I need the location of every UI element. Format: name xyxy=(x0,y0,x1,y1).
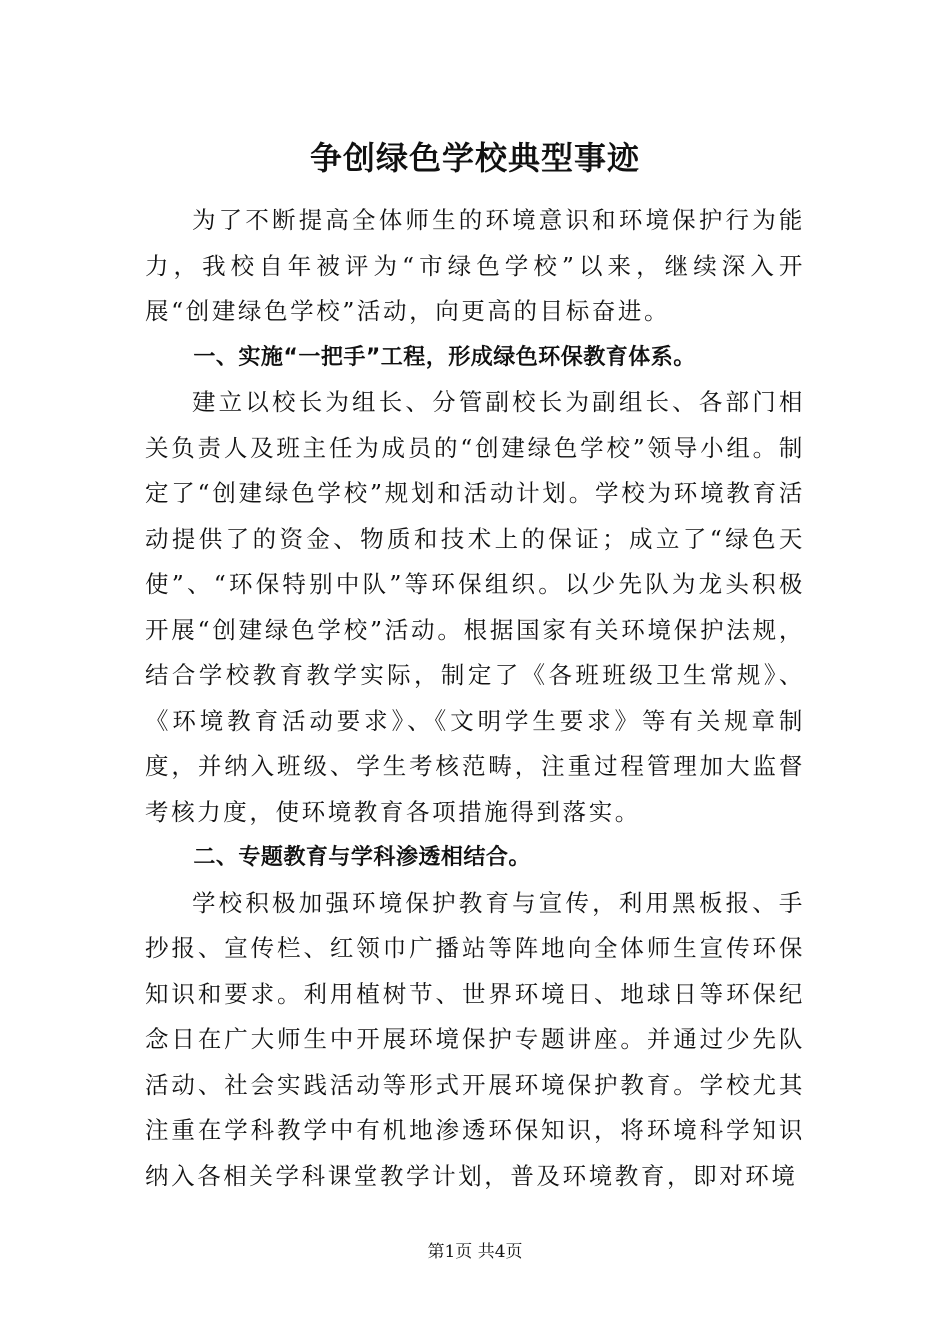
document-title: 争创绿色学校典型事迹 xyxy=(309,139,640,177)
section-heading-2: 二、专题教育与学科渗透相结合。 xyxy=(193,845,531,870)
document-body xyxy=(145,130,805,1199)
section-heading-1: 一、实施“一把手”工程，形成绿色环保教育体系。 xyxy=(193,344,696,370)
paragraph-section-2: 学校积极加强环境保护教育与宣传，利用黑板报、手抄报、宣传栏、红领巾广播站等阵地向全体师生宣传环保知识和要求。利用植树节、世界环境日、地球日等环保纪念日在广大师生中开展环境保护专题讲座。并通过少先队活动、社会实践活动等形式开展环境保护教育。学校尤其注重在学科教学中有机地渗透环保知识，将环境科学知识纳入各相关学科课堂教学计划，普及环境教育，即对环境 xyxy=(145,888,805,1190)
page-footer: 第1页 共4页 xyxy=(427,1242,523,1262)
paragraph-section-1: 建立以校长为组长、分管副校长为副组长、各部门相关负责人及班主任为成员的“创建绿色学校”领导小组。制定了“创建绿色学校”规划和活动计划。学校为环境教育活动提供了的资金、物质和技术上的保证；成立了“绿色天使”、“环保特别中队”等环保组织。以少先队为龙头积极开展“创建绿色学校”活动。根据国家有关环境保护法规，结合学校教育教学实际，制定了《各班班级卫生常规》、《环境教育活动要求》、《文明学生要求》等有关规章制度，并纳入班级、学生考核范畴，注重过程管理加大监督考核力度，使环境教育各项措施得到落实。 xyxy=(145,388,805,826)
paragraph-intro: 为了不断提高全体师生的环境意识和环境保护行为能力，我校自年被评为“市绿色学校”以来，继续深入开展“创建绿色学校”活动，向更高的目标奋进。 xyxy=(145,206,805,325)
